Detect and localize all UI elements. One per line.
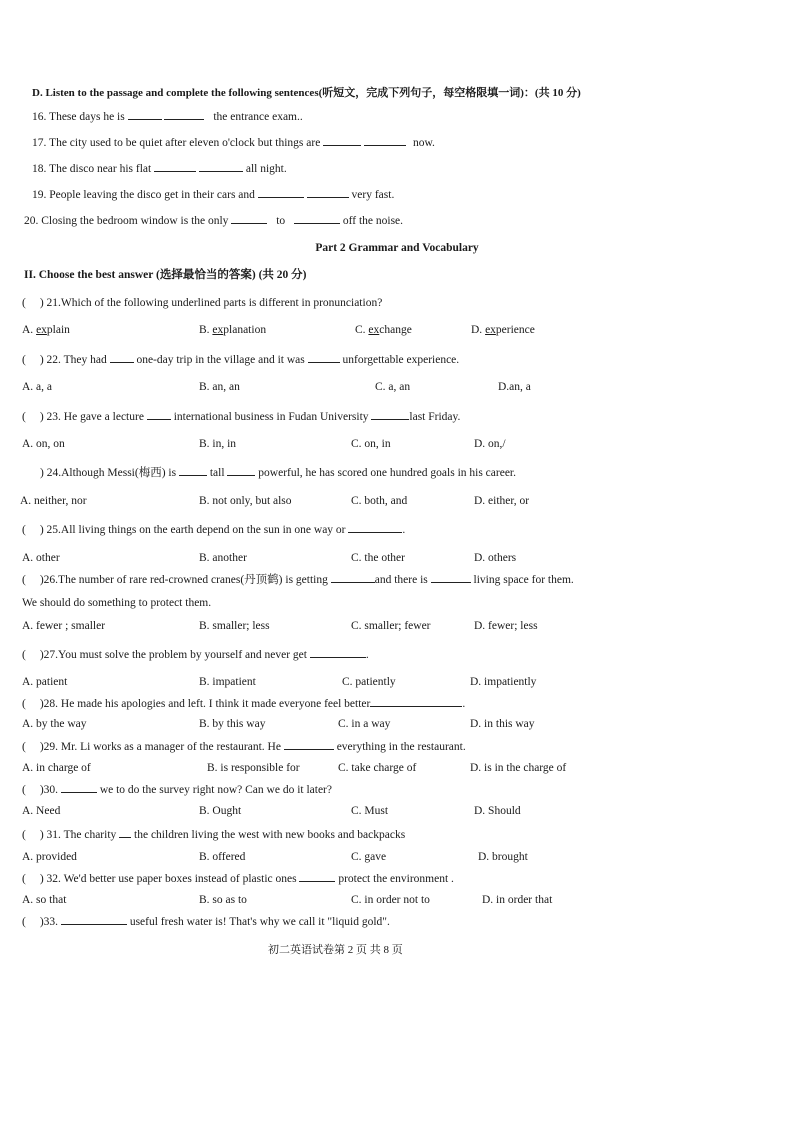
q33-text-1: )33. xyxy=(39,916,59,928)
q22-paren[interactable]: ( xyxy=(22,354,26,366)
q21-option-a[interactable] xyxy=(22,323,70,337)
question-16 xyxy=(32,109,303,124)
q23-option-d[interactable]: D. on,/ xyxy=(474,438,506,450)
q22-text-3: unforgettable experience. xyxy=(342,354,460,366)
q27-blank-1[interactable] xyxy=(310,647,366,658)
q29-option-d[interactable]: D. is in the charge of xyxy=(470,762,567,774)
q21-d-rest: perience xyxy=(495,324,535,336)
q26-text-line2: We should do something to protect them. xyxy=(22,597,212,609)
q32-paren[interactable]: ( xyxy=(22,873,26,885)
q32-text-2: protect the environment . xyxy=(338,873,454,885)
q24-text-1: ) 24.Although Messi(梅西) is xyxy=(40,467,177,479)
q21-b-rest: planation xyxy=(223,324,267,336)
q32-option-b[interactable]: B. so as to xyxy=(199,894,247,906)
q16-text-end: the entrance exam.. xyxy=(213,111,303,123)
q22-option-a[interactable]: A. a, a xyxy=(22,381,53,393)
q28-text-1: )28. He made his apologies and left. I think it made everyone feel better xyxy=(39,698,371,710)
q26-option-c[interactable]: C. smaller; fewer xyxy=(351,620,431,632)
q25-paren[interactable]: ( xyxy=(22,524,26,536)
q29-text-1: )29. Mr. Li works as a manager of the restaurant. He xyxy=(39,741,281,753)
q24-text-2: tall xyxy=(209,467,225,479)
q22-option-b[interactable]: B. an, an xyxy=(199,381,240,393)
q20-blank-1[interactable] xyxy=(231,213,267,224)
q22-option-c[interactable]: C. a, an xyxy=(375,381,411,393)
q21-b-letter: B. xyxy=(199,324,213,336)
part2-title: Part 2 Grammar and Vocabulary xyxy=(315,242,479,254)
q24-text-3: powerful, he has scored one hundred goals in his career. xyxy=(258,467,517,479)
q32-blank-1[interactable] xyxy=(299,871,335,882)
q21-stem: ) 21.Which of the following underlined parts is different in pronunciation? xyxy=(39,297,383,309)
q26-paren[interactable]: ( xyxy=(22,574,26,586)
q21-d-ul: ex xyxy=(485,324,496,336)
q27-text-1: )27.You must solve the problem by yourself and never get xyxy=(39,649,307,661)
q21-a-letter: A. xyxy=(22,324,37,336)
q28-paren[interactable]: ( xyxy=(22,698,26,710)
q19-text-end: very fast. xyxy=(351,189,395,201)
q28-option-b[interactable]: B. by this way xyxy=(199,718,266,730)
q27-option-c[interactable]: C. patiently xyxy=(342,676,396,688)
q26-option-b[interactable]: B. smaller; less xyxy=(199,620,270,632)
q26-option-a[interactable]: A. fewer ; smaller xyxy=(22,620,106,632)
q23-text-1: ) 23. He gave a lecture xyxy=(39,411,144,423)
q17-text: 17. The city used to be quiet after eleven o'clock but things are xyxy=(32,137,321,149)
q33-paren[interactable]: ( xyxy=(22,916,26,928)
q29-option-a[interactable]: A. in charge of xyxy=(22,762,91,774)
q17-text-end: now. xyxy=(412,137,435,149)
q20-text-end: off the noise. xyxy=(342,215,404,227)
q30-text-1: )30. xyxy=(39,784,59,796)
q21-paren[interactable]: ( xyxy=(22,297,26,309)
q18-blank-1[interactable] xyxy=(154,161,196,172)
question-20 xyxy=(24,213,403,228)
q18-blank-2[interactable] xyxy=(199,161,243,172)
q32-option-c[interactable]: C. in order not to xyxy=(351,894,430,906)
q33-text-2: useful fresh water is! That's why we call it "liquid gold". xyxy=(129,916,390,928)
question-28 xyxy=(22,696,465,711)
q25-option-c[interactable]: C. the other xyxy=(351,552,405,564)
q27-text-2: . xyxy=(365,649,369,661)
q27-option-b[interactable]: B. impatient xyxy=(199,676,256,688)
q23-option-a[interactable]: A. on, on xyxy=(22,438,65,450)
q24-option-c[interactable]: C. both, and xyxy=(351,495,408,507)
q21-option-d[interactable] xyxy=(471,323,535,337)
q20-blank-2[interactable] xyxy=(294,213,340,224)
q26-text-1: )26.The number of rare red-crowned cranes(丹顶鹤) is getting xyxy=(39,574,328,586)
q31-option-a[interactable]: A. provided xyxy=(22,851,77,863)
q24-blank-2[interactable] xyxy=(227,465,255,476)
q25-option-d[interactable]: D. others xyxy=(474,552,517,564)
q31-paren[interactable]: ( xyxy=(22,829,26,841)
q24-option-d[interactable]: D. either, or xyxy=(474,495,530,507)
q30-text-2: we to do the survey right now? Can we do it later? xyxy=(99,784,332,796)
q22-blank-1[interactable] xyxy=(110,352,134,363)
q30-option-b[interactable]: B. Ought xyxy=(199,805,242,817)
q23-text-3: last Friday. xyxy=(409,411,461,423)
question-23 xyxy=(22,409,460,424)
question-17 xyxy=(32,135,435,150)
q33-blank-1[interactable] xyxy=(61,914,127,925)
q29-option-b[interactable]: B. is responsible for xyxy=(207,762,300,774)
section-ii-heading: II. Choose the best answer (选择最恰当的答案) (共 20 分) xyxy=(24,269,307,281)
question-24 xyxy=(40,465,516,480)
q23-text-2: international business in Fudan University xyxy=(173,411,369,423)
q22-blank-2[interactable] xyxy=(308,352,340,363)
q28-option-d[interactable]: D. in this way xyxy=(470,718,535,730)
q29-text-2: everything in the restaurant. xyxy=(336,741,466,753)
question-18 xyxy=(32,161,287,176)
q29-paren[interactable]: ( xyxy=(22,741,26,753)
q27-paren[interactable]: ( xyxy=(22,649,26,661)
q16-text: 16. These days he is xyxy=(32,111,125,123)
question-22 xyxy=(22,352,459,367)
q26-text-2: and there is xyxy=(374,574,428,586)
q32-text-1: ) 32. We'd better use paper boxes instead of plastic ones xyxy=(39,873,297,885)
q26-text-3: living space for them. xyxy=(473,574,574,586)
q18-text-end: all night. xyxy=(245,163,287,175)
q19-blank-1[interactable] xyxy=(258,187,304,198)
q31-blank-1[interactable] xyxy=(119,827,131,838)
q21-a-rest: plain xyxy=(46,324,70,336)
q20-text: 20. Closing the bedroom window is the only xyxy=(24,215,229,227)
q27-option-a[interactable]: A. patient xyxy=(22,676,68,688)
q28-option-c[interactable]: C. in a way xyxy=(338,718,391,730)
q23-paren[interactable]: ( xyxy=(22,411,26,423)
section-d-heading: D. Listen to the passage and complete the following sentences(听短文，完成下列句子，每空格限填一词)：(共 10 分) xyxy=(32,87,581,99)
q22-text-1: ) 22. They had xyxy=(39,354,107,366)
question-29 xyxy=(22,739,466,754)
q31-option-d[interactable]: D. brought xyxy=(478,851,528,863)
q26-blank-2[interactable] xyxy=(431,572,471,583)
q17-blank-2[interactable] xyxy=(364,135,406,146)
q21-c-rest: change xyxy=(379,324,412,336)
q21-a-ul: ex xyxy=(36,324,47,336)
q16-blank-2[interactable] xyxy=(164,109,204,120)
question-30 xyxy=(22,782,332,797)
question-32 xyxy=(22,871,454,886)
q19-blank-2[interactable] xyxy=(307,187,349,198)
q25-blank-1[interactable] xyxy=(348,522,402,533)
q32-option-d[interactable]: D. in order that xyxy=(482,894,553,906)
q23-blank-2[interactable] xyxy=(371,409,409,420)
question-19 xyxy=(32,187,394,202)
q29-option-c[interactable]: C. take charge of xyxy=(338,762,417,774)
question-26 xyxy=(22,572,574,587)
q24-option-a[interactable]: A. neither, nor xyxy=(20,495,87,507)
q30-blank-1[interactable] xyxy=(61,782,97,793)
q21-b-ul: ex xyxy=(212,324,224,336)
q16-blank-1[interactable] xyxy=(128,109,162,120)
q21-d-letter: D. xyxy=(471,324,486,336)
q28-option-a[interactable]: A. by the way xyxy=(22,718,87,730)
q25-text-1: ) 25.All living things on the earth depend on the sun in one way or xyxy=(39,524,346,536)
question-21 xyxy=(22,296,382,310)
q28-blank-1[interactable] xyxy=(370,696,462,707)
q32-option-a[interactable]: A. so that xyxy=(22,894,67,906)
q26-option-d[interactable]: D. fewer; less xyxy=(474,620,538,632)
question-31 xyxy=(22,827,405,842)
q29-blank-1[interactable] xyxy=(284,739,334,750)
q21-c-letter: C. xyxy=(355,324,369,336)
q21-option-b[interactable] xyxy=(199,323,266,337)
q19-text: 19. People leaving the disco get in their cars and xyxy=(32,189,255,201)
q24-option-b[interactable]: B. not only, but also xyxy=(199,495,292,507)
q17-blank-1[interactable] xyxy=(323,135,361,146)
q21-option-c[interactable] xyxy=(355,323,412,337)
q30-option-d[interactable]: D. Should xyxy=(474,805,521,817)
q31-option-b[interactable]: B. offered xyxy=(199,851,246,863)
q23-blank-1[interactable] xyxy=(147,409,171,420)
q23-option-c[interactable]: C. on, in xyxy=(351,438,391,450)
q27-option-d[interactable]: D. impatiently xyxy=(470,676,537,688)
q31-text-2: the children living the west with new books and backpacks xyxy=(134,829,406,841)
q25-text-2: . xyxy=(402,524,406,536)
q31-text-1: ) 31. The charity xyxy=(39,829,117,841)
q31-option-c[interactable]: C. gave xyxy=(351,851,387,863)
q26-blank-1[interactable] xyxy=(331,572,375,583)
q30-option-c[interactable]: C. Must xyxy=(351,805,389,817)
question-25 xyxy=(22,522,405,537)
q22-text-2: one-day trip in the village and it was xyxy=(136,354,305,366)
page-footer: 初二英语试卷第 2 页 共 8 页 xyxy=(268,944,403,956)
q25-option-a[interactable]: A. other xyxy=(22,552,60,564)
q21-c-ul: ex xyxy=(368,324,380,336)
q25-option-b[interactable]: B. another xyxy=(199,552,247,564)
question-27 xyxy=(22,647,369,662)
q18-text: 18. The disco near his flat xyxy=(32,163,152,175)
q20-text-mid: to xyxy=(276,215,286,227)
q30-option-a[interactable]: A. Need xyxy=(22,805,61,817)
q22-option-d[interactable]: D.an, a xyxy=(498,381,531,393)
q30-paren[interactable]: ( xyxy=(22,784,26,796)
q23-option-b[interactable]: B. in, in xyxy=(199,438,237,450)
q24-blank-1[interactable] xyxy=(179,465,207,476)
question-33 xyxy=(22,914,390,929)
q28-text-2: . xyxy=(462,698,466,710)
